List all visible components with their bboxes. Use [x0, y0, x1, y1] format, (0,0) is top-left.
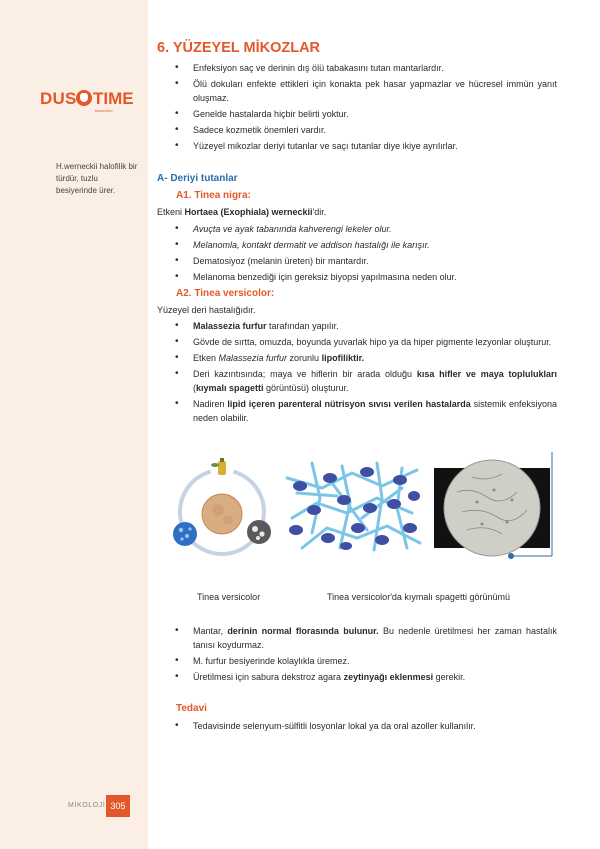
side-note: H.werneckii halofilik bir türdür, tuzlu besiyerinde ürer.: [56, 162, 138, 195]
logo-text-right: TIME: [93, 89, 134, 108]
list-item: • Dematosiyoz (melanin üreten) bir mantardır.: [175, 254, 557, 268]
figure-pointer-dot: [508, 553, 514, 559]
yeast-microscopy-icon: [247, 520, 271, 544]
olive-oil-bottle-icon: [210, 456, 234, 480]
a1-agent-prefix: Etkeni: [157, 207, 185, 217]
list-item: • M. furfur besiyerinde kolaylıkla üremez.: [175, 654, 557, 668]
list-item: • Melanoma benzediği için gereksiz biyopsi yapılmasına neden olur.: [175, 270, 557, 284]
list-item-text: (: [193, 383, 196, 393]
footer-section-label: MİKOLOJİ: [68, 802, 106, 809]
a1-agent-line: [157, 207, 326, 217]
list-item-text: zorunlu: [287, 353, 322, 363]
subsection-heading-a1: A1. Tinea nigra:: [176, 190, 251, 201]
list-item-text: Etken: [193, 353, 219, 363]
page-title: 6. YÜZEYEL MİKOZLAR: [157, 40, 321, 56]
list-item-text: Bu nedenle üretilmesi her zaman hastalık tanısı koydurmaz.: [193, 626, 558, 650]
list-item-text: Avuçta ve ayak tabanında kahverengi lekeler olur.: [193, 224, 392, 234]
list-item: [175, 319, 557, 333]
list-item-text: Mantar,: [193, 626, 228, 636]
list-item: [175, 351, 557, 365]
organism-name: Malassezia furfur: [218, 353, 288, 363]
subsection-heading-a2: A2. Tinea versicolor:: [176, 288, 275, 299]
list-item-text: görüntüsü) oluşturur.: [263, 383, 349, 393]
list-item-text: Nadiren: [193, 399, 228, 409]
list-item: • Gövde de sırtta, omuzda, boyunda yuvarlak hipo ya da hiper pigmente lezyonlar oluşturur.: [175, 335, 557, 349]
list-item: [175, 670, 557, 684]
dustime-logo: [40, 89, 134, 115]
caption-left: Tinea versicolor: [197, 592, 261, 602]
a1-agent-name: Hortaea (Exophiala) werneckii: [184, 207, 313, 217]
yeast-culture-blue-icon: [173, 522, 197, 546]
list-item: • Ölü dokuları enfekte ettikleri için konakta pek hasar yapmazlar ve hücresel immün yanıt oluşmaz.: [175, 77, 557, 105]
a1-agent-suffix: 'dir.: [312, 207, 327, 217]
flora-list: [175, 624, 557, 686]
emphasis: zeytinyağı eklenmesi: [343, 672, 434, 682]
list-item: [175, 367, 557, 395]
list-item: • Genelde hastalarda hiçbir belirti yoktur.: [175, 107, 557, 121]
intro-list: [175, 61, 557, 155]
emphasis: derinin normal florasında bulunur.: [227, 626, 379, 636]
treatment-heading: Tedavi: [176, 703, 207, 714]
organism-name: Malassezia furfur: [193, 321, 267, 331]
list-item-text: sistemik enfeksiyona neden olabilir.: [193, 399, 557, 423]
section-heading-a: A- Deriyi tutanlar: [157, 173, 238, 184]
microscopy-photo: [432, 452, 556, 564]
a1-list: [175, 222, 557, 286]
emphasis: kısa hifler ve maya toplulukları: [416, 369, 557, 379]
sidebar: [0, 0, 148, 849]
logo-tagline: kazandırır: [95, 108, 113, 113]
list-item: [175, 397, 557, 425]
emphasis: lipofiliktir.: [321, 353, 365, 363]
list-item: • Tedavisinde selenyum-sülfitli losyonlar lokal ya da oral azoller kullanılır.: [175, 719, 557, 733]
emphasis: kıymalı spagetti: [196, 383, 264, 393]
list-item: • Enfeksiyon saç ve derinin dış ölü tabakasını tutan mantarlardır.: [175, 61, 557, 75]
list-item-text: Deri kazıntısında; maya ve hiflerin bir arada olduğu: [193, 369, 417, 379]
list-item: • Sadece kozmetik önemleri vardır.: [175, 123, 557, 137]
a2-list: [175, 319, 557, 427]
emphasis: lipid içeren parenteral nütrisyon sıvısı verilen hastalarda: [227, 399, 471, 409]
list-item: • Yüzeyel mikozlar deriyi tutanlar ve saçı tutanlar diye ikiye ayrılırlar.: [175, 139, 557, 153]
list-item-text: Melanomla, kontakt dermatit ve addison hastalığı ile karışır.: [193, 240, 430, 250]
list-item: [175, 238, 557, 252]
list-item-text: tarafından yapılır.: [266, 321, 339, 331]
treatment-list: [175, 719, 557, 735]
list-item: [175, 222, 557, 236]
tinea-versicolor-diagram: [172, 452, 272, 558]
list-item-text: Üretilmesi için sabura dekstroz agara: [193, 672, 344, 682]
a2-intro: Yüzeyel deri hastalığıdır.: [157, 305, 256, 315]
list-item-text: gerekir.: [433, 672, 466, 682]
list-item: [175, 624, 557, 652]
spaghetti-meatballs-illustration: [282, 458, 424, 556]
tooth-icon: [76, 90, 92, 106]
caption-right: Tinea versicolor'da kıymalı spagetti görünümü: [327, 592, 510, 602]
logo-text-left: DUS: [40, 89, 77, 108]
page-number: 305: [106, 795, 130, 817]
